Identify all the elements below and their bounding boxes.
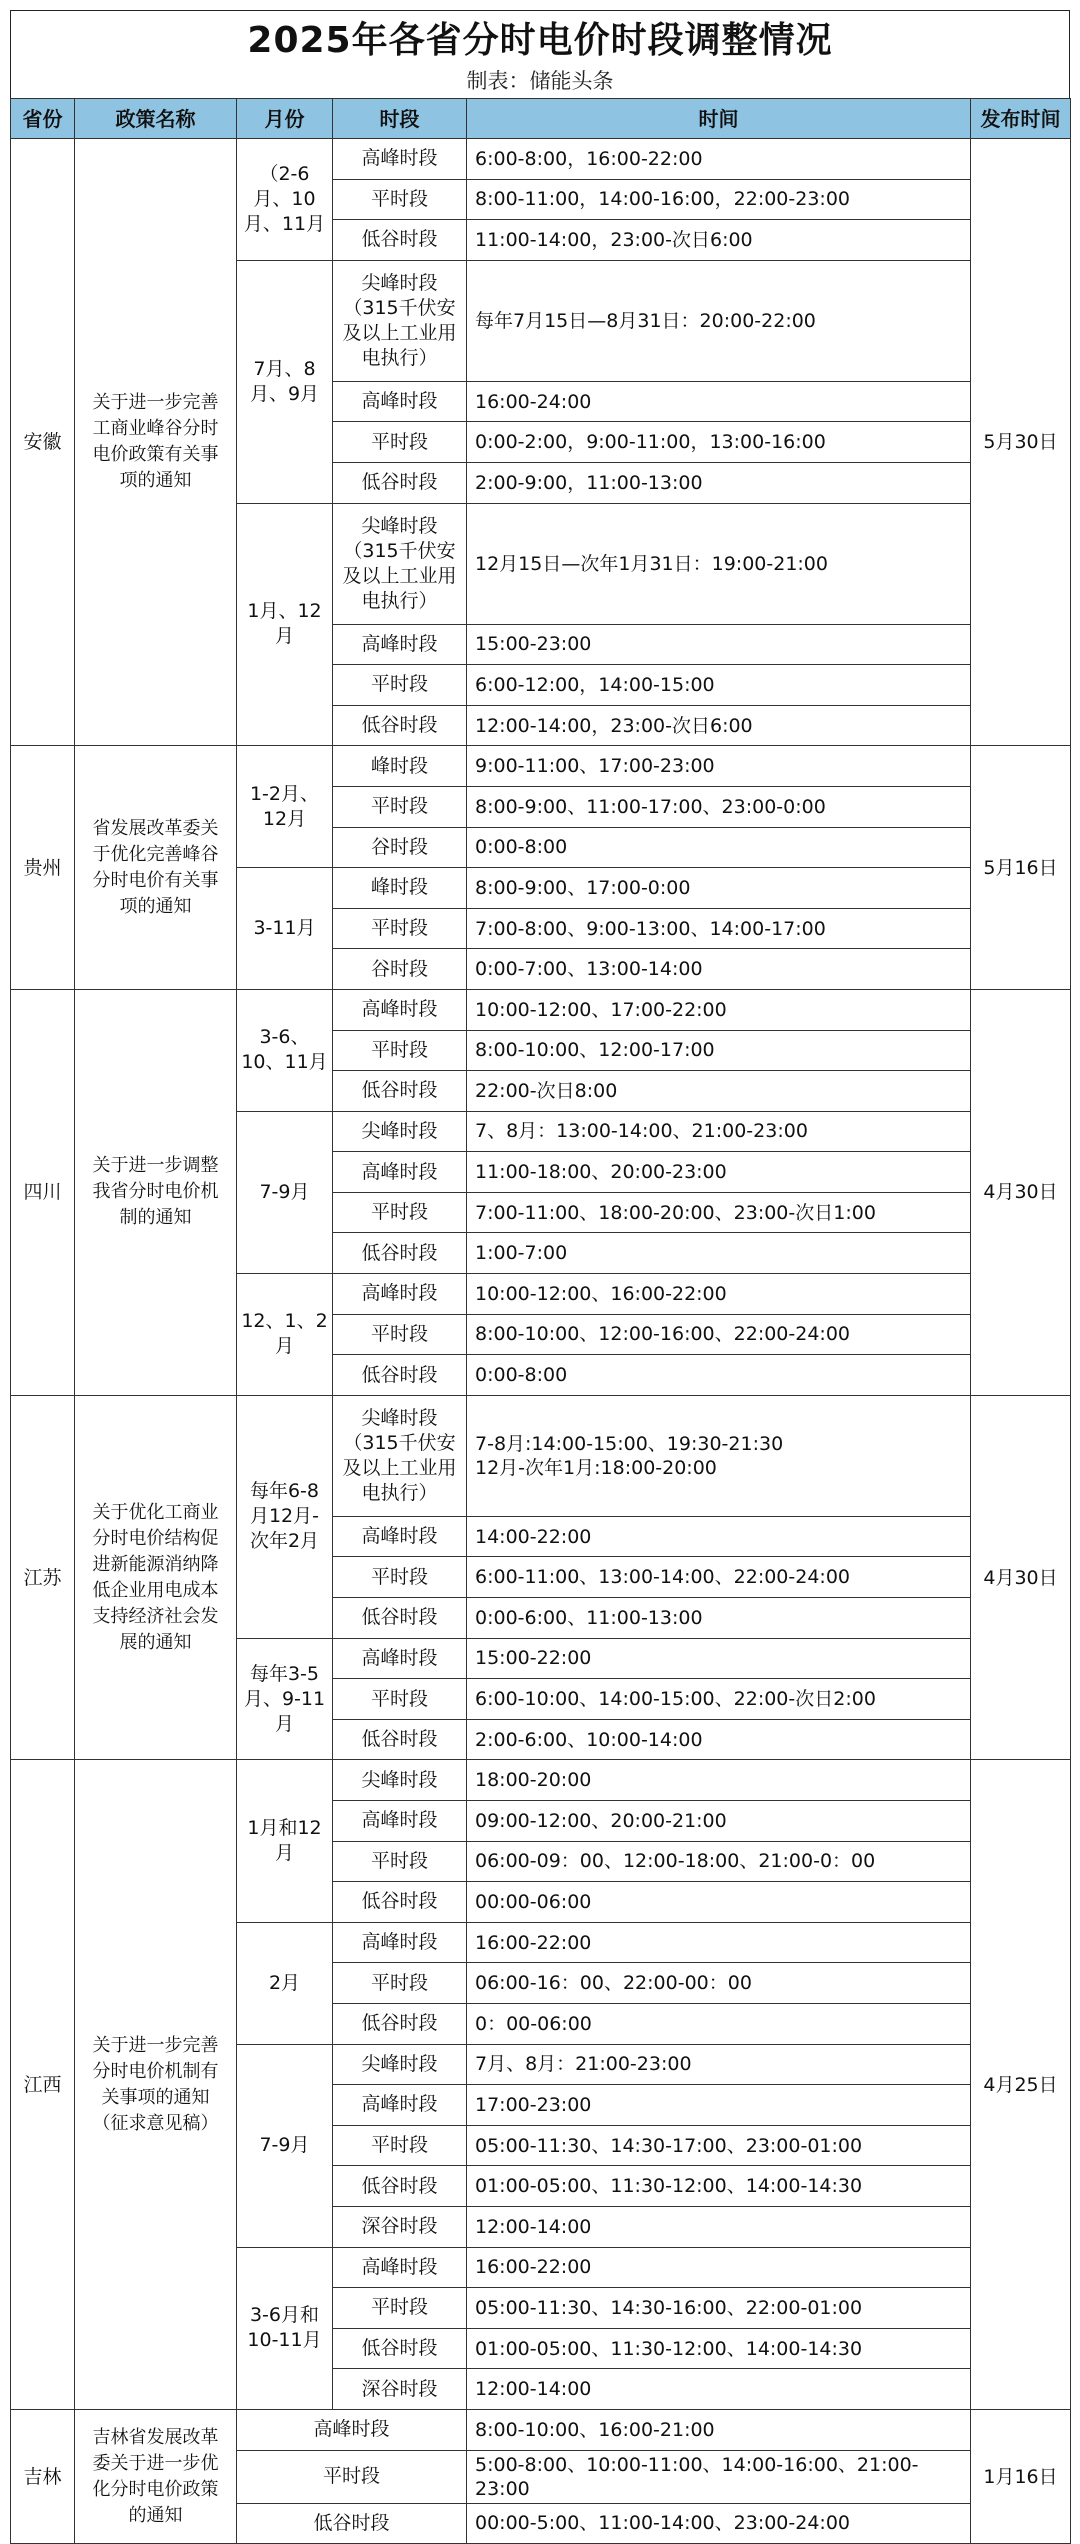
time-cell: 18:00-20:00 bbox=[467, 1760, 971, 1801]
time-cell: 16:00-22:00 bbox=[467, 2247, 971, 2288]
period-cell: 峰时段 bbox=[333, 746, 467, 787]
time-cell: 11:00-14:00，23:00-次日6:00 bbox=[467, 220, 971, 261]
publish-date-cell: 4月30日 bbox=[971, 1395, 1071, 1760]
period-cell: 平时段 bbox=[333, 1963, 467, 2004]
period-cell: 低谷时段 bbox=[333, 1233, 467, 1274]
period-cell: 高峰时段 bbox=[333, 1152, 467, 1193]
period-cell: 谷时段 bbox=[333, 949, 467, 990]
time-cell: 0:00-2:00，9:00-11:00，13:00-16:00 bbox=[467, 422, 971, 463]
table-body bbox=[11, 139, 1071, 2544]
policy-name-cell: 吉林省发展改革委关于进一步优化分时电价政策的通知 bbox=[75, 2409, 237, 2543]
time-cell: 8:00-9:00、11:00-17:00、23:00-0:00 bbox=[467, 786, 971, 827]
time-cell: 1:00-7:00 bbox=[467, 1233, 971, 1274]
period-cell: 平时段 bbox=[333, 1557, 467, 1598]
period-cell: 平时段 bbox=[333, 1679, 467, 1720]
month-cell: （2-6月、10月、11月 bbox=[237, 139, 333, 261]
policy-name-cell: 关于进一步完善分时电价机制有关事项的通知（征求意见稿） bbox=[75, 1760, 237, 2410]
province-cell: 安徽 bbox=[11, 139, 75, 746]
province-cell: 吉林 bbox=[11, 2409, 75, 2543]
time-cell: 15:00-22:00 bbox=[467, 1638, 971, 1679]
month-cell: 2月 bbox=[237, 1922, 333, 2044]
province-cell: 江苏 bbox=[11, 1395, 75, 1760]
time-cell: 2:00-6:00、10:00-14:00 bbox=[467, 1719, 971, 1760]
time-cell: 0:00-8:00 bbox=[467, 827, 971, 868]
time-cell: 12月15日—次年1月31日：19:00-21:00 bbox=[467, 503, 971, 624]
month-cell: 1月和12月 bbox=[237, 1760, 333, 1922]
period-cell: 平时段 bbox=[333, 1030, 467, 1071]
title-block bbox=[10, 10, 1070, 98]
period-cell: 尖峰时段 （315千伏安及以上工业用电执行） bbox=[333, 503, 467, 624]
time-cell: 16:00-24:00 bbox=[467, 381, 971, 422]
time-cell: 6:00-12:00，14:00-15:00 bbox=[467, 665, 971, 706]
month-cell: 每年3-5月、9-11月 bbox=[237, 1638, 333, 1760]
column-header: 时段 bbox=[333, 99, 467, 139]
time-cell: 05:00-11:30、14:30-17:00、23:00-01:00 bbox=[467, 2125, 971, 2166]
period-cell: 尖峰时段 bbox=[333, 2044, 467, 2085]
time-cell: 10:00-12:00、17:00-22:00 bbox=[467, 989, 971, 1030]
period-cell: 高峰时段 bbox=[333, 624, 467, 665]
time-cell: 8:00-10:00、12:00-17:00 bbox=[467, 1030, 971, 1071]
policy-name-cell: 关于进一步完善工商业峰谷分时电价政策有关事项的通知 bbox=[75, 139, 237, 746]
policy-name-cell: 关于优化工商业分时电价结构促进新能源消纳降低企业用电成本支持经济社会发展的通知 bbox=[75, 1395, 237, 1760]
period-cell: 低谷时段 bbox=[333, 2328, 467, 2369]
month-cell: 3-6月和10-11月 bbox=[237, 2247, 333, 2409]
time-cell: 8:00-11:00，14:00-16:00，22:00-23:00 bbox=[467, 179, 971, 220]
month-cell: 3-6、10、11月 bbox=[237, 989, 333, 1111]
period-cell: 深谷时段 bbox=[333, 2206, 467, 2247]
period-cell: 高峰时段 bbox=[237, 2409, 467, 2450]
period-cell: 平时段 bbox=[333, 422, 467, 463]
time-cell: 0:00-8:00 bbox=[467, 1355, 971, 1396]
table-row bbox=[11, 989, 1071, 1030]
period-cell: 平时段 bbox=[333, 908, 467, 949]
period-cell: 高峰时段 bbox=[333, 989, 467, 1030]
time-cell: 06:00-09：00、12:00-18:00、21:00-0：00 bbox=[467, 1841, 971, 1882]
period-cell: 高峰时段 bbox=[333, 1274, 467, 1315]
period-cell: 谷时段 bbox=[333, 827, 467, 868]
time-cell: 0:00-7:00、13:00-14:00 bbox=[467, 949, 971, 990]
time-cell: 8:00-10:00、16:00-21:00 bbox=[467, 2409, 971, 2450]
time-cell: 8:00-9:00、17:00-0:00 bbox=[467, 868, 971, 909]
column-header: 时间 bbox=[467, 99, 971, 139]
policy-name-cell: 关于进一步调整我省分时电价机制的通知 bbox=[75, 989, 237, 1395]
time-cell: 0：00-06:00 bbox=[467, 2003, 971, 2044]
period-cell: 深谷时段 bbox=[333, 2369, 467, 2410]
month-cell: 7-9月 bbox=[237, 2044, 333, 2247]
period-cell: 高峰时段 bbox=[333, 2085, 467, 2126]
province-cell: 贵州 bbox=[11, 746, 75, 990]
month-cell: 12、1、2月 bbox=[237, 1274, 333, 1396]
time-cell: 8:00-10:00、12:00-16:00、22:00-24:00 bbox=[467, 1314, 971, 1355]
month-cell: 7月、8月、9月 bbox=[237, 260, 333, 503]
time-cell: 6:00-11:00、13:00-14:00、22:00-24:00 bbox=[467, 1557, 971, 1598]
time-cell: 15:00-23:00 bbox=[467, 624, 971, 665]
period-cell: 高峰时段 bbox=[333, 1922, 467, 1963]
time-cell: 6:00-8:00，16:00-22:00 bbox=[467, 139, 971, 180]
period-cell: 低谷时段 bbox=[333, 1882, 467, 1923]
period-cell: 低谷时段 bbox=[333, 462, 467, 503]
period-cell: 峰时段 bbox=[333, 868, 467, 909]
period-cell: 平时段 bbox=[237, 2450, 467, 2503]
time-cell: 12:00-14:00 bbox=[467, 2369, 971, 2410]
time-cell: 10:00-12:00、16:00-22:00 bbox=[467, 1274, 971, 1315]
time-cell: 5:00-8:00、10:00-11:00、14:00-16:00、21:00-23:00 bbox=[467, 2450, 971, 2503]
period-cell: 平时段 bbox=[333, 1314, 467, 1355]
period-cell: 低谷时段 bbox=[333, 1719, 467, 1760]
period-cell: 低谷时段 bbox=[333, 705, 467, 746]
time-cell: 05:00-11:30、14:30-16:00、22:00-01:00 bbox=[467, 2288, 971, 2329]
period-cell: 高峰时段 bbox=[333, 2247, 467, 2288]
column-header: 月份 bbox=[237, 99, 333, 139]
time-cell: 11:00-18:00、20:00-23:00 bbox=[467, 1152, 971, 1193]
time-cell: 2:00-9:00，11:00-13:00 bbox=[467, 462, 971, 503]
time-cell: 22:00-次日8:00 bbox=[467, 1071, 971, 1112]
column-header: 省份 bbox=[11, 99, 75, 139]
period-cell: 尖峰时段 bbox=[333, 1760, 467, 1801]
period-cell: 尖峰时段 （315千伏安及以上工业用电执行） bbox=[333, 1395, 467, 1516]
time-cell: 7-8月:14:00-15:00、19:30-21:30 12月-次年1月:18:00-20:00 bbox=[467, 1395, 971, 1516]
period-cell: 低谷时段 bbox=[333, 1355, 467, 1396]
period-cell: 低谷时段 bbox=[333, 1071, 467, 1112]
time-cell: 16:00-22:00 bbox=[467, 1922, 971, 1963]
month-cell: 7-9月 bbox=[237, 1111, 333, 1273]
time-cell: 17:00-23:00 bbox=[467, 2085, 971, 2126]
time-cell: 每年7月15日—8月31日：20:00-22:00 bbox=[467, 260, 971, 381]
page-subtitle: 制表：储能头条 bbox=[466, 69, 614, 93]
column-header: 发布时间 bbox=[971, 99, 1071, 139]
period-cell: 尖峰时段 bbox=[333, 1111, 467, 1152]
time-cell: 12:00-14:00 bbox=[467, 2206, 971, 2247]
time-cell: 0:00-6:00、11:00-13:00 bbox=[467, 1598, 971, 1639]
time-cell: 7、8月：13:00-14:00、21:00-23:00 bbox=[467, 1111, 971, 1152]
month-cell: 每年6-8月12月-次年2月 bbox=[237, 1395, 333, 1638]
period-cell: 低谷时段 bbox=[333, 2166, 467, 2207]
table-row bbox=[11, 2409, 1071, 2450]
period-cell: 高峰时段 bbox=[333, 381, 467, 422]
time-cell: 9:00-11:00、17:00-23:00 bbox=[467, 746, 971, 787]
period-cell: 高峰时段 bbox=[333, 1801, 467, 1842]
time-cell: 00:00-5:00、11:00-14:00、23:00-24:00 bbox=[467, 2503, 971, 2544]
table-row bbox=[11, 746, 1071, 787]
period-cell: 高峰时段 bbox=[333, 139, 467, 180]
publish-date-cell: 5月16日 bbox=[971, 746, 1071, 990]
period-cell: 尖峰时段 （315千伏安及以上工业用电执行） bbox=[333, 260, 467, 381]
time-cell: 09:00-12:00、20:00-21:00 bbox=[467, 1801, 971, 1842]
time-cell: 01:00-05:00、11:30-12:00、14:00-14:30 bbox=[467, 2166, 971, 2207]
province-cell: 四川 bbox=[11, 989, 75, 1395]
time-cell: 12:00-14:00，23:00-次日6:00 bbox=[467, 705, 971, 746]
time-cell: 7月、8月：21:00-23:00 bbox=[467, 2044, 971, 2085]
time-cell: 14:00-22:00 bbox=[467, 1516, 971, 1557]
period-cell: 平时段 bbox=[333, 2125, 467, 2166]
period-cell: 平时段 bbox=[333, 1192, 467, 1233]
tou-table bbox=[10, 98, 1071, 2544]
publish-date-cell: 5月30日 bbox=[971, 139, 1071, 746]
header-row bbox=[11, 99, 1071, 139]
month-cell: 1-2月、12月 bbox=[237, 746, 333, 868]
period-cell: 低谷时段 bbox=[333, 2003, 467, 2044]
policy-name-cell: 省发展改革委关于优化完善峰谷分时电价有关事项的通知 bbox=[75, 746, 237, 990]
month-cell: 3-11月 bbox=[237, 868, 333, 990]
publish-date-cell: 4月30日 bbox=[971, 989, 1071, 1395]
period-cell: 低谷时段 bbox=[333, 220, 467, 261]
period-cell: 平时段 bbox=[333, 2288, 467, 2329]
period-cell: 平时段 bbox=[333, 1841, 467, 1882]
period-cell: 平时段 bbox=[333, 786, 467, 827]
time-cell: 01:00-05:00、11:30-12:00、14:00-14:30 bbox=[467, 2328, 971, 2369]
time-cell: 6:00-10:00、14:00-15:00、22:00-次日2:00 bbox=[467, 1679, 971, 1720]
table-row bbox=[11, 1760, 1071, 1801]
time-cell: 7:00-11:00、18:00-20:00、23:00-次日1:00 bbox=[467, 1192, 971, 1233]
time-cell: 00:00-06:00 bbox=[467, 1882, 971, 1923]
period-cell: 高峰时段 bbox=[333, 1516, 467, 1557]
page-title: 2025年各省分时电价时段调整情况 bbox=[247, 20, 833, 61]
period-cell: 高峰时段 bbox=[333, 1638, 467, 1679]
publish-date-cell: 4月25日 bbox=[971, 1760, 1071, 2410]
month-cell: 1月、12月 bbox=[237, 503, 333, 746]
period-cell: 低谷时段 bbox=[333, 1598, 467, 1639]
province-cell: 江西 bbox=[11, 1760, 75, 2410]
time-cell: 7:00-8:00、9:00-13:00、14:00-17:00 bbox=[467, 908, 971, 949]
column-header: 政策名称 bbox=[75, 99, 237, 139]
time-cell: 06:00-16：00、22:00-00：00 bbox=[467, 1963, 971, 2004]
period-cell: 平时段 bbox=[333, 665, 467, 706]
publish-date-cell: 1月16日 bbox=[971, 2409, 1071, 2543]
period-cell: 平时段 bbox=[333, 179, 467, 220]
table-row bbox=[11, 1395, 1071, 1516]
period-cell: 低谷时段 bbox=[237, 2503, 467, 2544]
table-row bbox=[11, 139, 1071, 180]
